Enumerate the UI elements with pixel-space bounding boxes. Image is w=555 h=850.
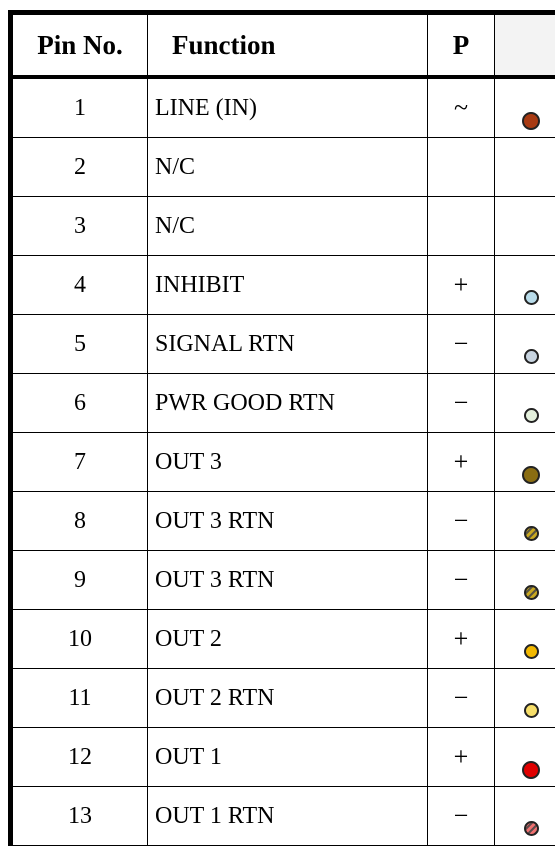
pin-polarity: − (428, 492, 495, 550)
wire-color-cell (495, 197, 555, 255)
wire-color-dot-icon (524, 585, 539, 600)
table-row (8, 138, 555, 197)
pin-number: 5 (8, 315, 148, 373)
pin-polarity: + (428, 433, 495, 491)
table-row (8, 374, 555, 433)
wire-color-cell (495, 315, 555, 373)
pin-function: LINE (IN) (148, 79, 428, 137)
pin-number: 9 (8, 551, 148, 609)
wire-color-cell (495, 492, 555, 550)
pin-function: INHIBIT (148, 256, 428, 314)
pin-function: PWR GOOD RTN (148, 374, 428, 432)
pin-polarity: − (428, 315, 495, 373)
pin-number: 4 (8, 256, 148, 314)
pin-function: OUT 3 RTN (148, 492, 428, 550)
wire-color-cell (495, 610, 555, 668)
pin-number: 6 (8, 374, 148, 432)
pin-polarity: + (428, 728, 495, 786)
wire-color-cell (495, 79, 555, 137)
pin-polarity: − (428, 669, 495, 727)
table-row (8, 669, 555, 728)
pin-number: 2 (8, 138, 148, 196)
table-row (8, 315, 555, 374)
table-row (8, 787, 555, 846)
pin-table (8, 10, 555, 846)
wire-color-cell (495, 433, 555, 491)
wire-color-cell (495, 787, 555, 845)
wire-color-dot-icon (522, 112, 540, 130)
pin-number: 3 (8, 197, 148, 255)
table-row (8, 492, 555, 551)
pin-number: 11 (8, 669, 148, 727)
header-wire-color (495, 15, 555, 75)
table-header-row (8, 10, 555, 79)
wire-color-cell (495, 669, 555, 727)
pin-polarity: − (428, 787, 495, 845)
pin-polarity (428, 138, 495, 196)
pin-polarity: + (428, 610, 495, 668)
header-polarity: P (428, 15, 495, 75)
pin-number: 12 (8, 728, 148, 786)
table-row (8, 197, 555, 256)
pin-function: OUT 3 (148, 433, 428, 491)
pin-number: 10 (8, 610, 148, 668)
wire-color-dot-icon (524, 644, 539, 659)
wire-color-cell (495, 138, 555, 196)
pin-function: OUT 1 RTN (148, 787, 428, 845)
pin-polarity: − (428, 374, 495, 432)
pin-polarity (428, 197, 495, 255)
table-row (8, 256, 555, 315)
pin-number: 8 (8, 492, 148, 550)
pin-number: 13 (8, 787, 148, 845)
wire-color-dot-icon (524, 290, 539, 305)
wire-color-cell (495, 728, 555, 786)
wire-color-dot-icon (524, 526, 539, 541)
table-row (8, 551, 555, 610)
pin-function: SIGNAL RTN (148, 315, 428, 373)
wire-color-dot-icon (524, 349, 539, 364)
pin-function: OUT 3 RTN (148, 551, 428, 609)
wire-color-dot-icon (524, 821, 539, 836)
pin-function: N/C (148, 197, 428, 255)
wire-color-dot-icon (522, 466, 540, 484)
wire-color-dot-icon (524, 408, 539, 423)
pin-function: OUT 2 RTN (148, 669, 428, 727)
table-row (8, 79, 555, 138)
pin-number: 7 (8, 433, 148, 491)
table-row (8, 433, 555, 492)
pin-function: N/C (148, 138, 428, 196)
pin-polarity: − (428, 551, 495, 609)
wire-color-cell (495, 551, 555, 609)
wire-color-dot-icon (524, 703, 539, 718)
header-function: Function (148, 15, 428, 75)
pin-number: 1 (8, 79, 148, 137)
pin-polarity: ~ (428, 79, 495, 137)
pin-polarity: + (428, 256, 495, 314)
wire-color-cell (495, 256, 555, 314)
pin-function: OUT 1 (148, 728, 428, 786)
pin-function: OUT 2 (148, 610, 428, 668)
header-pin-no: Pin No. (8, 15, 148, 75)
wire-color-dot-icon (522, 761, 540, 779)
table-row (8, 728, 555, 787)
wire-color-cell (495, 374, 555, 432)
table-row (8, 610, 555, 669)
